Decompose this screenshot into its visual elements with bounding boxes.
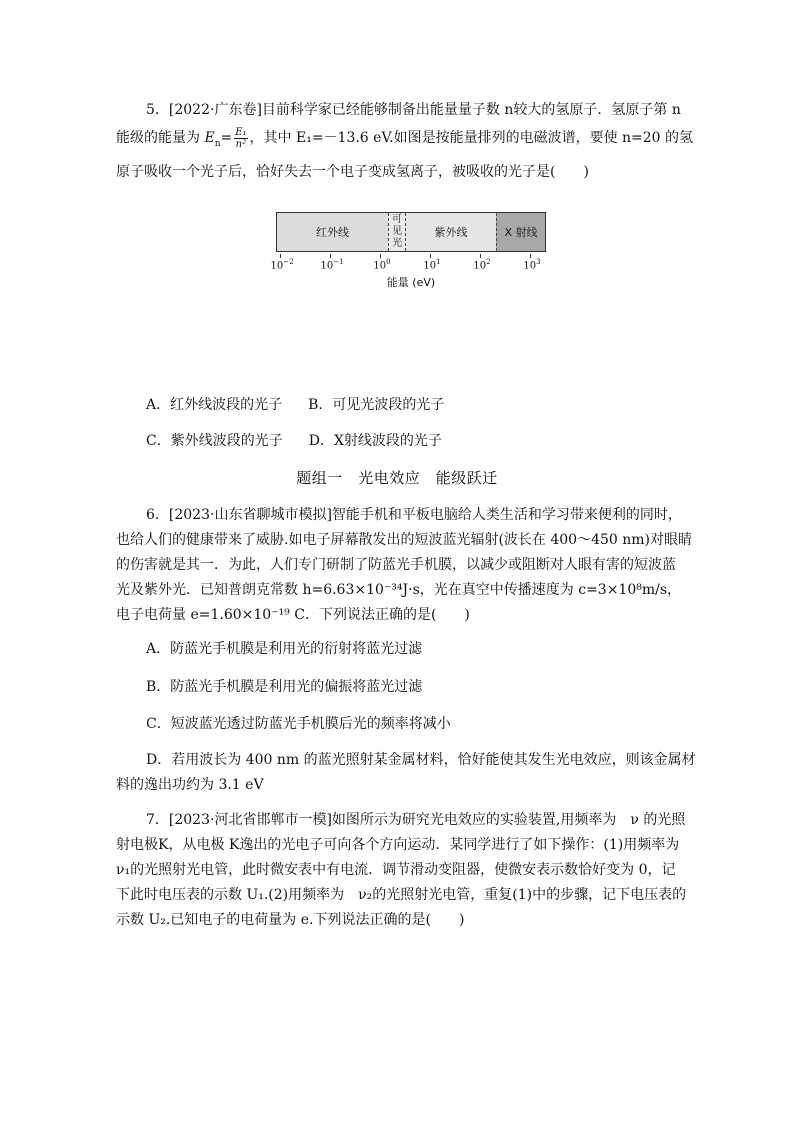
question-5-line-2-end: ，其中 E₁=－13.6 eV.如图是按能量排列的电磁波谱，要使 n=20 的氢 <box>249 130 694 146</box>
question-5-options-row-2 <box>146 430 442 452</box>
question-7 <box>116 808 696 933</box>
question-7-line-1: 7．[2023·河北省邯郸市一模]如图所示为研究光电效应的实验装置,用频率为 ν 的光照 <box>146 812 686 828</box>
formula-energy-symbol: E <box>204 130 215 146</box>
electromagnetic-spectrum-figure <box>276 212 546 252</box>
question-6 <box>116 503 696 628</box>
question-6-option-a: A．防蓝光手机膜是利用光的衍射将蓝光过滤 <box>146 641 423 657</box>
option-d-line-1: D．若用波长为 400 nm 的蓝光照射某金属材料，恰好能使其发生光电效应，则该金属材 <box>146 752 696 768</box>
axis-tick-label: $10^3$ <box>523 258 541 272</box>
question-5-options-row-1 <box>146 394 444 416</box>
energy-fraction <box>234 127 247 150</box>
question-6-option-d <box>116 748 696 798</box>
question-7-line-3: ν₁的光照射光电管，此时微安表中有电流．调节滑动变阻器，使微安表示数恰好变为 0，记 <box>116 862 676 878</box>
axis-tick-label: $10^1$ <box>423 258 441 272</box>
question-5-line-1: 5．[2022·广东卷]目前科学家已经能够制备出能量量子数 n较大的氢原子．氢原子第 n <box>146 102 681 118</box>
question-5 <box>116 96 696 186</box>
band-xray <box>496 213 545 251</box>
option-d: D．X射线波段的光子 <box>308 433 442 449</box>
question-6-line-2: 也给人们的健康带来了威胁.如电子屏幕散发出的短波蓝光辐射(波长在 400～450 nm)对眼睛 <box>116 532 693 548</box>
question-6-line-3: 的伤害就是其一．为此，人们专门研制了防蓝光手机膜，以减少或阻断对人眼有害的短波蓝 <box>116 557 676 573</box>
axis-tick-label: $10^0$ <box>373 258 391 272</box>
option-b: B．可见光波段的光子 <box>308 397 445 413</box>
question-6-line-4: 光及紫外光．已知普朗克常数 h=6.63×10⁻³⁴J·s，光在真空中传播速度为 c=3×10⁸m/s， <box>116 582 682 598</box>
axis-tick-label: $10^2$ <box>473 258 491 272</box>
band-ultraviolet <box>406 213 496 251</box>
section-heading: 题组一 光电效应 能级跃迁 <box>296 469 498 487</box>
band-visible-label-1: 可 <box>392 214 402 225</box>
question-6-line-5: 电子电荷量 e=1.60×10⁻¹⁹ C．下列说法正确的是( ) <box>116 607 470 623</box>
question-7-line-2: 射电极K，从电极 K逸出的光电子可向各个方向运动．某同学进行了如下操作：(1)用频率为 <box>116 837 680 853</box>
formula-equals: = <box>220 130 233 146</box>
band-xray-label: X 射线 <box>504 226 538 239</box>
option-c: C．紫外线波段的光子 <box>146 433 283 449</box>
fraction-denominator: n² <box>235 138 247 150</box>
axis-tick-label: $10^{-1}$ <box>320 258 344 272</box>
question-6-option-b: B．防蓝光手机膜是利用光的偏振将蓝光过滤 <box>146 679 423 695</box>
question-7-line-4: 下此时电压表的示数 U₁.(2)用频率为 ν₂的光照射光电管，重复(1)中的步骤，记下电压表的 <box>116 887 687 903</box>
band-infrared-label: 红外线 <box>316 226 349 239</box>
band-ultraviolet-label: 紫外线 <box>434 226 468 239</box>
band-visible-label-3: 光 <box>392 238 402 249</box>
axis-tick-label: $10^{-2}$ <box>270 258 294 272</box>
question-6-option-c: C．短波蓝光透过防蓝光手机膜后光的频率将减小 <box>146 716 451 732</box>
question-6-line-1: 6．[2023·山东省聊城市模拟]智能手机和平板电脑给人类生活和学习带来便利的同时， <box>146 507 682 523</box>
question-5-line-3: 原子吸收一个光子后，恰好失去一个电子变成氢离子，被吸收的光子是( ) <box>116 163 589 180</box>
fraction-numerator: E₁ <box>235 126 247 138</box>
question-7-line-5: 示数 U₂.已知电子的电荷量为 e.下列说法正确的是( ) <box>116 912 465 928</box>
energy-axis-title: 能量 (eV) <box>386 276 436 289</box>
formula-energy-subscript: n <box>214 138 221 149</box>
option-a: A．红外线波段的光子 <box>146 397 283 413</box>
question-5-line-2-start: 能级的能量为 <box>116 130 205 146</box>
band-infrared <box>277 213 388 251</box>
energy-axis <box>270 254 546 274</box>
band-visible <box>388 213 406 251</box>
question-5-line-2 <box>116 124 696 158</box>
band-visible-label-2: 见 <box>392 226 402 237</box>
option-d-line-2: 料的逸出功约为 3.1 eV <box>116 777 264 793</box>
